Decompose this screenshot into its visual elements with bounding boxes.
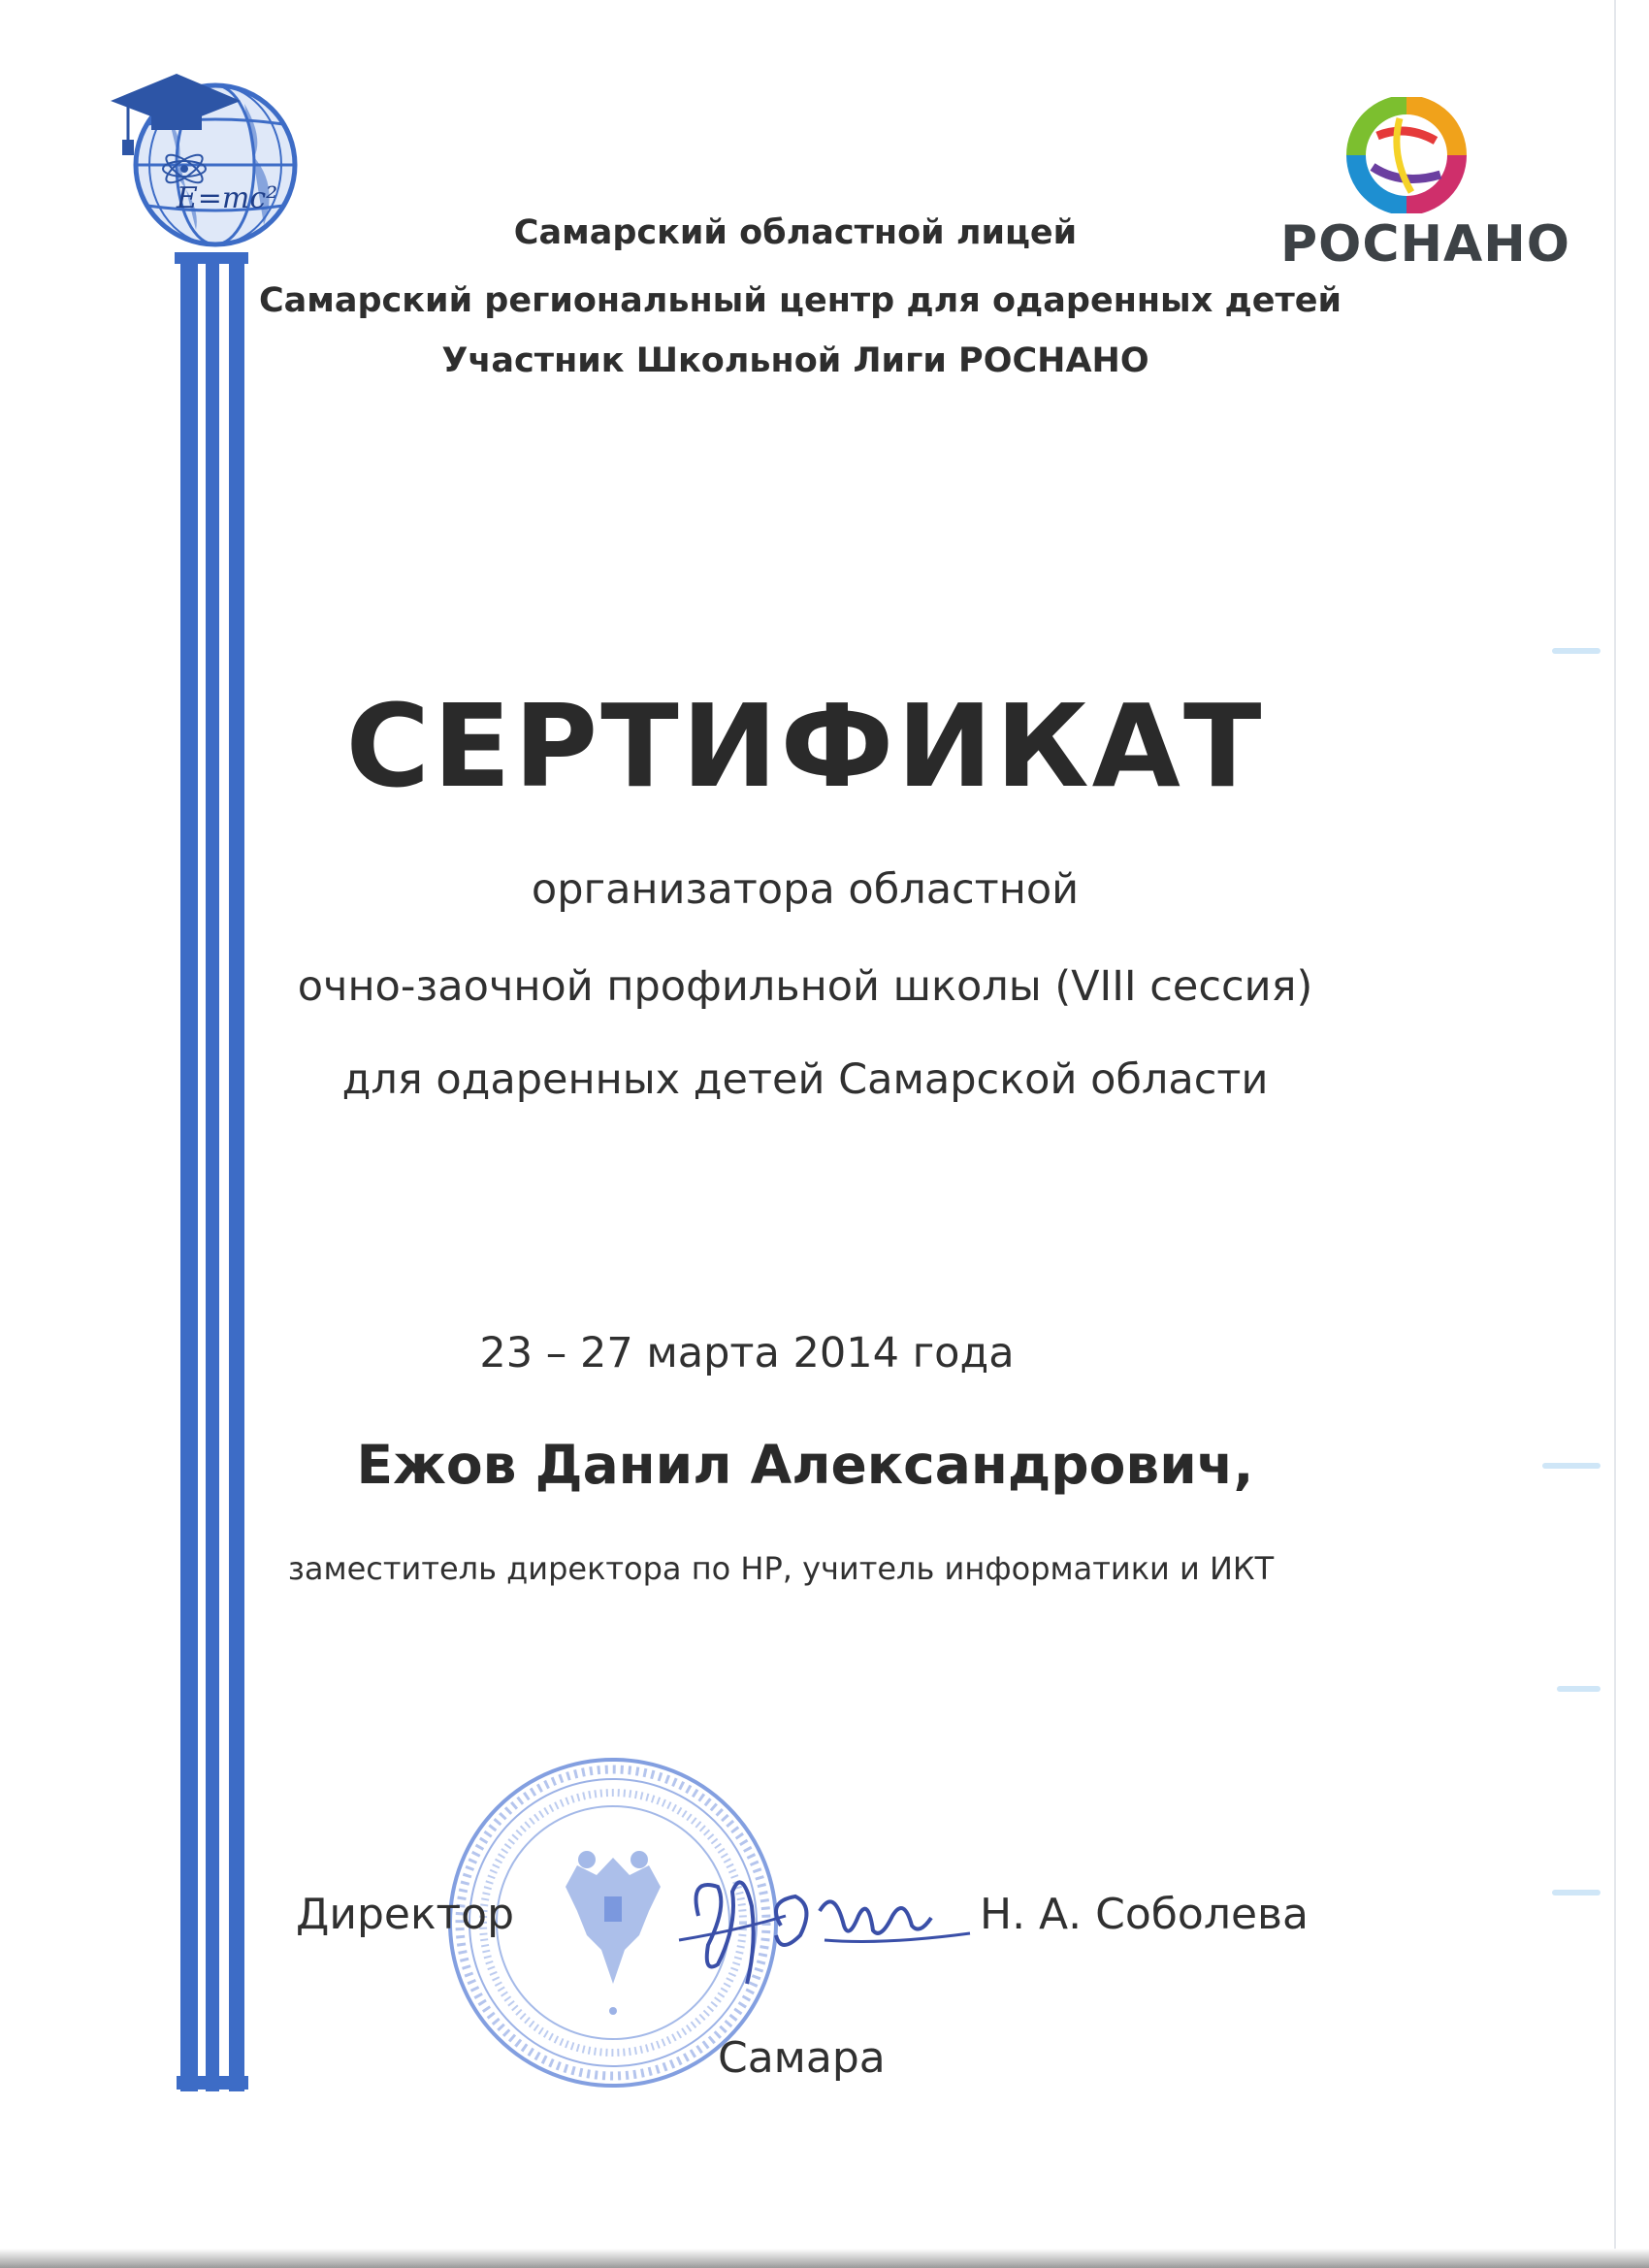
subtitle-line-1: организатора областной (531, 865, 1080, 914)
school-logo-formula: E=mc² (176, 181, 278, 215)
globe-graduation-cap-icon (109, 60, 312, 269)
rosnano-wordmark: РОСНАНО (1280, 215, 1570, 274)
rosnano-ring-icon (1343, 97, 1470, 213)
scan-mark (1542, 1463, 1600, 1469)
decorative-stripe (180, 260, 198, 2091)
header-line-lyceum: Самарский областной лицей (513, 213, 1078, 252)
scan-mark (1557, 1686, 1600, 1692)
city-name: Самара (718, 2033, 886, 2083)
subtitle-line-3: для одаренных детей Самарской области (341, 1055, 1269, 1104)
subtitle-line-2: очно-заочной профильной школы (VIII сессия) (297, 962, 1313, 1011)
header-line-league: Участник Школьной Лиги РОСНАНО (441, 341, 1149, 380)
rosnano-logo (1280, 97, 1570, 281)
decorative-stripe-base (177, 2076, 248, 2090)
scan-mark (1552, 648, 1600, 654)
director-signature-icon (660, 1848, 989, 2003)
scan-mark (1552, 1890, 1600, 1895)
certificate-title: СЕРТИФИКАТ (345, 679, 1265, 813)
scan-edge (1614, 0, 1616, 2268)
decorative-stripe (229, 260, 244, 2091)
director-name: Н. А. Соболева (980, 1890, 1309, 1939)
director-label: Директор (296, 1890, 515, 1939)
decorative-stripe (206, 260, 219, 2091)
recipient-name: Ежов Данил Александрович, (356, 1434, 1254, 1496)
scan-bottom-shadow (0, 2249, 1649, 2268)
event-date: 23 – 27 марта 2014 года (479, 1329, 1015, 1377)
header-line-center: Самарский региональный центр для одаренных детей (258, 281, 1342, 320)
recipient-position: заместитель директора по НР, учитель информатики и ИКТ (287, 1550, 1275, 1587)
